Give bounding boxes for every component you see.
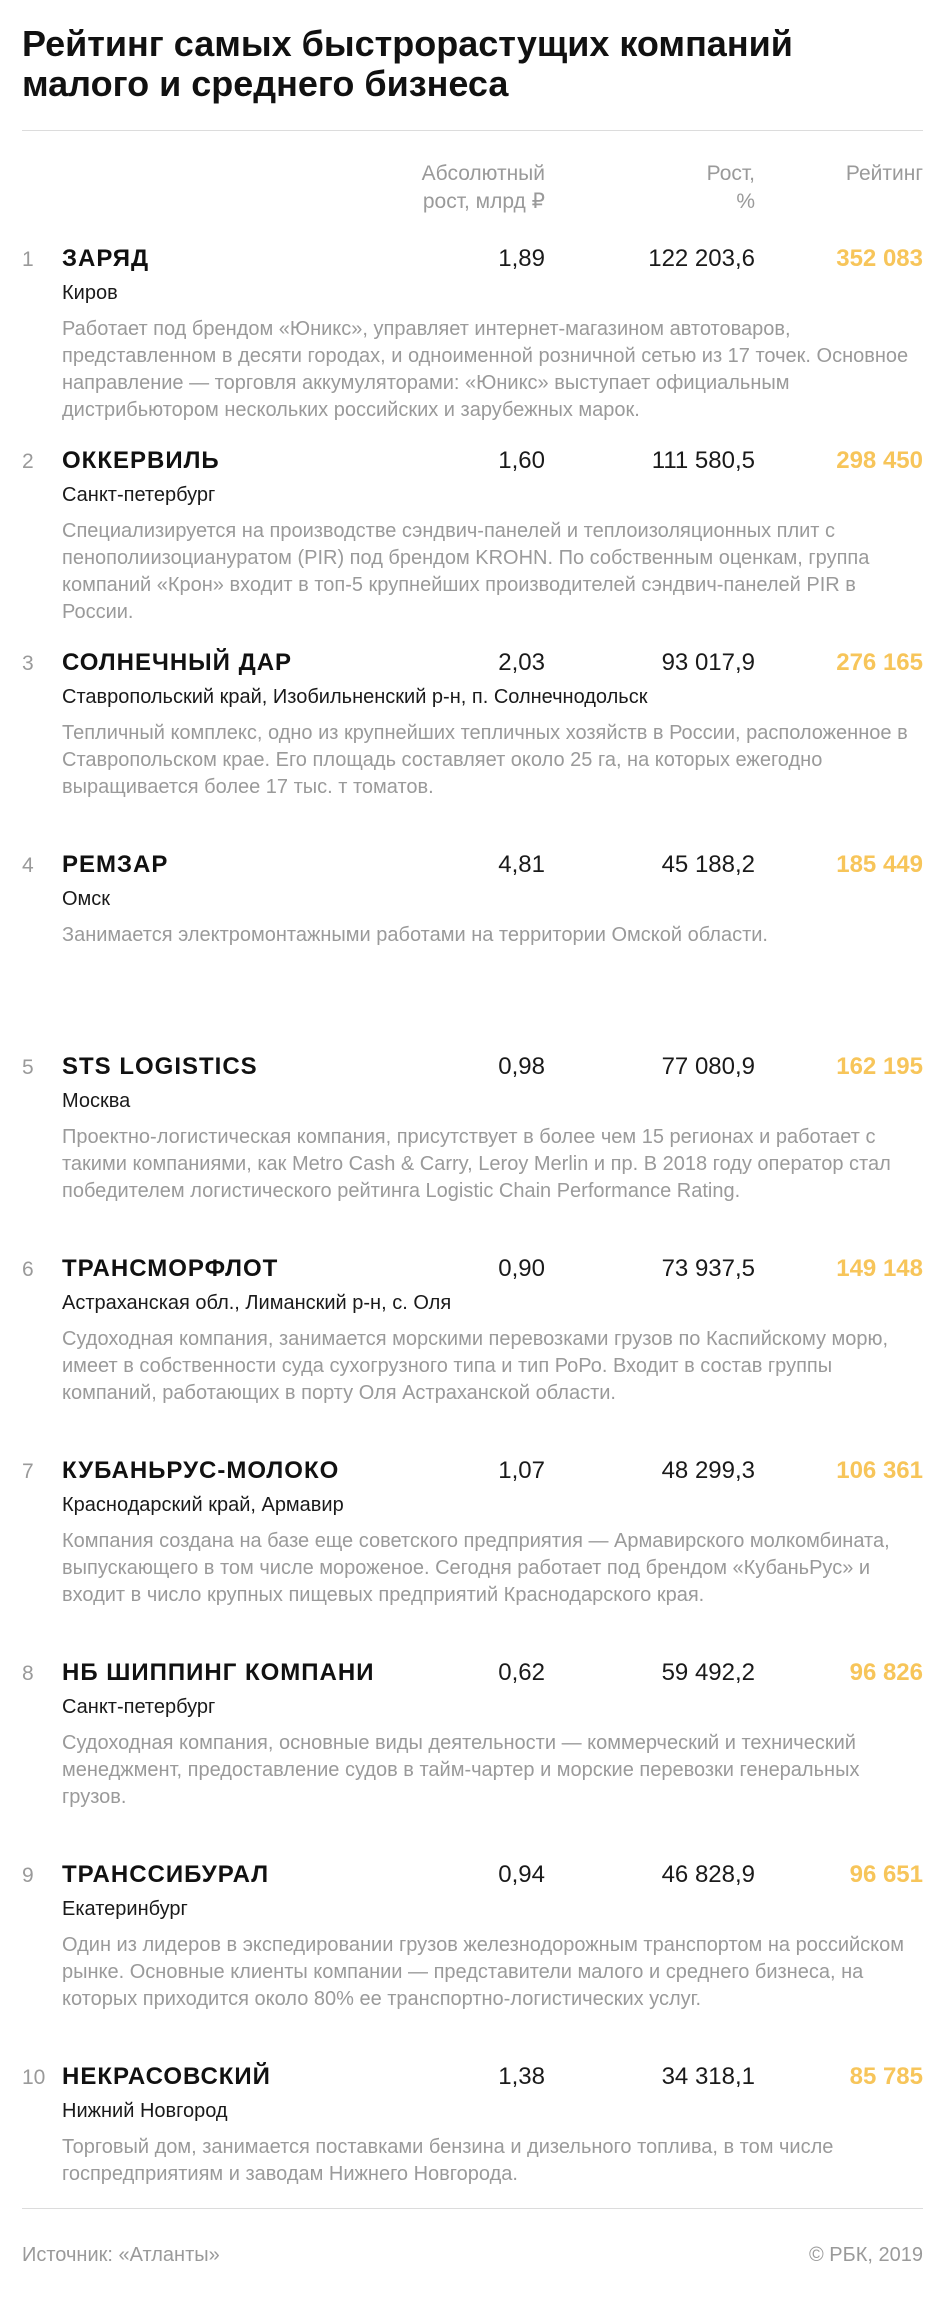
company-description: Проектно-логистическая компания, присутствует в более чем 15 регионах и работает с такими компаниями, как Metro Cash & Carry, Leroy Merlin и пр. В 2018 году оператор стал победителем логистического рейтинга Logistic Chain Performance Rating. xyxy=(62,1126,891,1202)
company-name: НЕКРАСОВСКИЙ xyxy=(62,2063,271,2090)
company-rating: 185 449 xyxy=(836,851,923,878)
company-rating: 106 361 xyxy=(836,1457,923,1484)
company-absolute-growth: 4,81 xyxy=(498,851,545,878)
company-location: Екатеринбург xyxy=(62,1898,188,1920)
company-name: ЗАРЯД xyxy=(62,245,150,272)
company-rating: 85 785 xyxy=(849,2063,923,2090)
company-name: ТРАНСМОРФЛОТ xyxy=(62,1255,279,1282)
company-description: Тепличный комплекс, одно из крупнейших тепличных хозяйств в России, расположенное в Ставропольском крае. Его площадь составляет около 25 га, на которых ежегодно выращивается более 17 тыс. т томатов. xyxy=(62,722,908,798)
company-rank: 3 xyxy=(22,652,34,675)
company-description: Работает под брендом «Юникс», управляет интернет-магазином автотоваров, представленном в десяти городах, и одноименной розничной сетью из 17 точек. Основное направление — торговля аккумуляторами: «Юникс» выступает официальным дистрибьютором нескольких российских и зарубежных марок. xyxy=(62,318,909,421)
company-rank: 4 xyxy=(22,854,34,877)
company-growth: 34 318,1 xyxy=(661,2063,755,2090)
company-name: ОККЕРВИЛЬ xyxy=(62,447,220,474)
company-rating: 298 450 xyxy=(836,447,923,474)
company-description: Судоходная компания, занимается морскими перевозками грузов по Каспийскому морю, имеет в собственности суда сухогрузного типа и тип РоРо. Входит в состав группы компаний, работающих в порту Оля Астраханской области. xyxy=(62,1328,889,1404)
company-absolute-growth: 0,62 xyxy=(498,1659,545,1686)
company-growth: 73 937,5 xyxy=(661,1255,755,1282)
company-rating: 352 083 xyxy=(836,245,923,272)
company-rank: 8 xyxy=(22,1662,34,1685)
company-name: РЕМЗАР xyxy=(62,851,169,878)
company-rank: 7 xyxy=(22,1460,34,1483)
company-rating: 149 148 xyxy=(836,1255,923,1282)
company-absolute-growth: 1,60 xyxy=(498,447,545,474)
company-description: Торговый дом, занимается поставками бензина и дизельного топлива, в том числе госпредприятиям и заводам Нижнего Новгорода. xyxy=(62,2136,834,2185)
company-growth: 46 828,9 xyxy=(661,1861,755,1888)
company-absolute-growth: 0,98 xyxy=(498,1053,545,1080)
company-absolute-growth: 1,38 xyxy=(498,2063,545,2090)
company-description: Компания создана на базе еще советского предприятия — Армавирского молкомбината, выпускающего в том числе мороженое. Сегодня работает под брендом «КубаньРус» и входит в число крупных пищевых предприятий Краснодарского края. xyxy=(62,1530,890,1606)
company-rating: 276 165 xyxy=(836,649,923,676)
company-rank: 1 xyxy=(22,248,34,271)
company-growth: 122 203,6 xyxy=(648,245,755,272)
company-rank: 10 xyxy=(22,2066,46,2089)
company-rating: 96 651 xyxy=(849,1861,923,1888)
company-absolute-growth: 1,07 xyxy=(498,1457,545,1484)
company-growth: 48 299,3 xyxy=(661,1457,755,1484)
company-location: Астраханская обл., Лиманский р-н, с. Оля xyxy=(62,1292,452,1314)
company-location: Ставропольский край, Изобильненский р-н, п. Солнечнодольск xyxy=(62,686,648,708)
company-name: КУБАНЬРУС-МОЛОКО xyxy=(62,1457,340,1484)
company-location: Краснодарский край, Армавир xyxy=(62,1494,344,1516)
company-location: Омск xyxy=(62,888,111,910)
top-divider xyxy=(22,130,923,131)
company-description: Судоходная компания, основные виды деятельности — коммерческий и технический менеджмент, предоставление судов в тайм-чартер и морские перевозки генеральных грузов. xyxy=(62,1732,860,1808)
source-note: Источник: «Атланты» xyxy=(22,2244,220,2266)
company-growth: 93 017,9 xyxy=(661,649,755,676)
company-absolute-growth: 0,94 xyxy=(498,1861,545,1888)
company-location: Москва xyxy=(62,1090,131,1112)
company-name: ТРАНССИБУРАЛ xyxy=(62,1861,270,1888)
page-title: Рейтинг самых быстрорастущих компаний малого и среднего бизнеса xyxy=(22,23,793,104)
header-rating: Рейтинг xyxy=(845,162,923,185)
company-description: Занимается электромонтажными работами на территории Омской области. xyxy=(62,924,768,946)
company-rank: 2 xyxy=(22,450,34,473)
company-growth: 59 492,2 xyxy=(661,1659,755,1686)
company-location: Санкт-петербург xyxy=(62,484,216,506)
company-growth: 45 188,2 xyxy=(661,851,755,878)
company-rank: 9 xyxy=(22,1864,34,1887)
copyright: © РБК, 2019 xyxy=(808,2244,923,2266)
company-growth: 111 580,5 xyxy=(651,447,755,474)
company-rating: 162 195 xyxy=(836,1053,923,1080)
company-absolute-growth: 0,90 xyxy=(498,1255,545,1282)
header-growth: Рост, % xyxy=(706,162,755,213)
company-location: Киров xyxy=(62,282,118,304)
company-location: Санкт-петербург xyxy=(62,1696,216,1718)
company-rank: 6 xyxy=(22,1258,34,1281)
company-absolute-growth: 2,03 xyxy=(498,649,545,676)
bottom-divider xyxy=(22,2208,923,2209)
company-growth: 77 080,9 xyxy=(661,1053,755,1080)
company-name: STS LOGISTICS xyxy=(62,1053,258,1080)
company-absolute-growth: 1,89 xyxy=(498,245,545,272)
company-description: Специализируется на производстве сэндвич-панелей и теплоизоляционных плит с пенополиизоциануратом (PIR) под брендом KROHN. По собственным оценкам, группа компаний «Крон» входит в топ-5 крупнейших производителей сэндвич-панелей PIR в России. xyxy=(62,520,870,623)
company-description: Один из лидеров в экспедировании грузов железнодорожным транспортом на российском рынке. Основные клиенты компании — представители малого и среднего бизнеса, на которых приходится около 80% ее транспортно-логистических услуг. xyxy=(62,1934,905,2010)
company-location: Нижний Новгород xyxy=(62,2100,228,2122)
company-rank: 5 xyxy=(22,1056,34,1079)
company-name: НБ ШИППИНГ КОМПАНИ xyxy=(62,1659,375,1686)
company-rating: 96 826 xyxy=(849,1659,923,1686)
company-name: СОЛНЕЧНЫЙ ДАР xyxy=(62,649,293,676)
header-absolute-growth: Абсолютный рост, млрд ₽ xyxy=(421,162,545,213)
